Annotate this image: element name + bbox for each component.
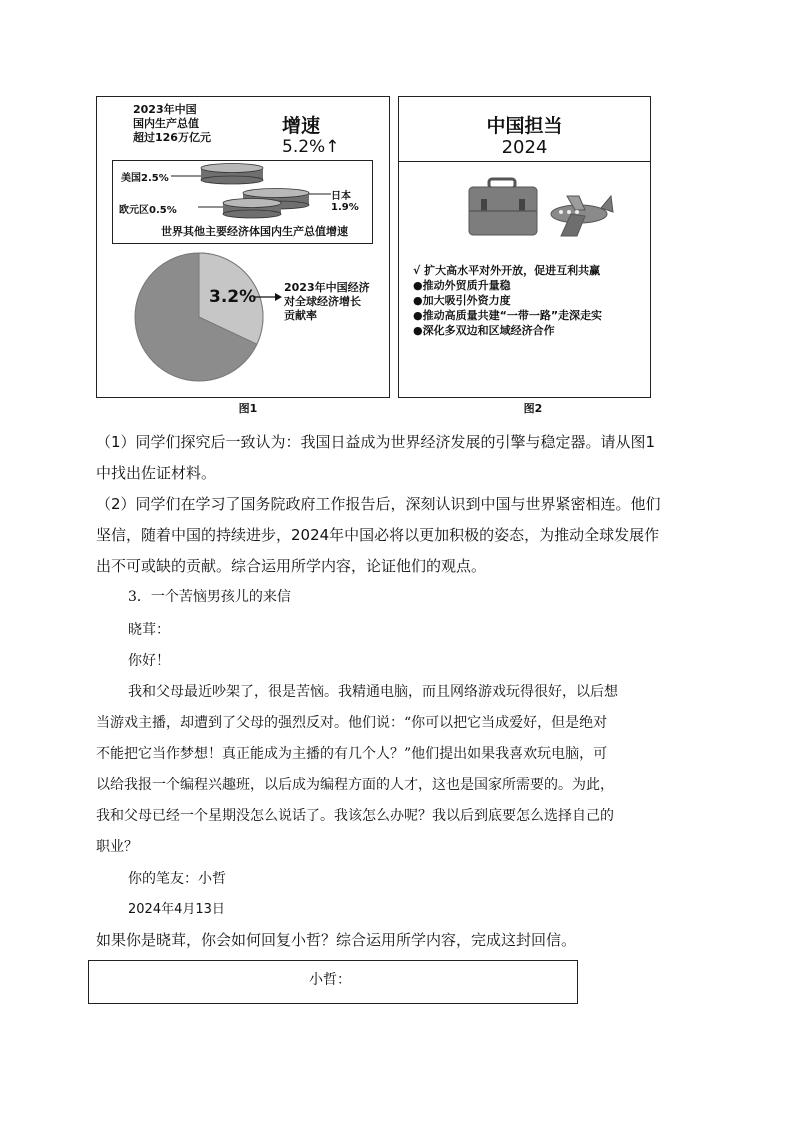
task-instruction: 如果你是晓茸，你会如何回复小哲？综合运用所学内容，完成这封回信。 — [96, 931, 577, 949]
figure-2-title: 中国担当 — [486, 115, 563, 137]
figure-2-year: 2024 — [501, 137, 548, 158]
letter-body-line: 我和父母最近吵架了，很是苦恼。我精通电脑，而且网络游戏玩得很好，以后想 — [128, 684, 618, 700]
gdp-line-3: 超过126万亿元 — [133, 131, 211, 144]
figure-2-divider — [399, 161, 650, 162]
euro-label: 欧元区0.5% — [119, 205, 177, 216]
letter-body-line: 当游戏主播，却遭到了父母的强烈反对。他们说：“你可以把它当成爱好，但是绝对 — [96, 715, 608, 731]
pie-arrow-head — [275, 293, 282, 301]
question-1-line: （1）同学们探究后一致认为：我国日益成为世界经济发展的引擎与稳定器。请从图1 — [96, 433, 656, 451]
question-2 — [96, 489, 661, 582]
bullet-item: ●推动外贸质升量稳 — [413, 279, 511, 292]
reply-box[interactable] — [88, 960, 578, 1004]
figure-2-bullet-list — [413, 263, 602, 338]
gdp-text — [133, 103, 211, 145]
figure-2-panel — [398, 96, 651, 398]
coins-caption: 世界其他主要经济体国内生产总值增速 — [161, 225, 348, 238]
pie-slice-label: 3.2% — [209, 287, 257, 307]
question-1 — [96, 427, 655, 489]
airplane-icon — [545, 192, 615, 242]
question-2-line: 出不可或缺的贡献。综合运用所学内容，论证他们的观点。 — [96, 557, 487, 575]
letter-body-line: 以给我报一个编程兴趣班，以后成为编程方面的人才，这也是国家所需要的。为此， — [96, 777, 614, 793]
letter-signature: 你的笔友：小哲 — [128, 871, 226, 887]
reply-salutation: 小哲： — [309, 972, 351, 988]
pie-desc-line-1: 2023年中国经济 — [284, 281, 370, 294]
pie-desc-line-3: 贡献率 — [284, 309, 317, 322]
bullet-item: ●加大吸引外资力度 — [413, 294, 511, 307]
pie-description — [284, 281, 370, 323]
question-2-line: （2）同学们在学习了国务院政府工作报告后，深刻认识到中国与世界紧密相连。他们 — [96, 495, 661, 513]
gdp-line-2: 国内生产总值 — [133, 117, 199, 130]
letter-salutation: 晓茸： — [128, 622, 170, 638]
bullet-item: ●深化多双边和区域经济合作 — [413, 324, 555, 337]
question-2-line: 坚信，随着中国的持续进步，2024年中国必将以更加积极的姿态，为推动全球发展作 — [96, 526, 660, 544]
letter-body — [96, 677, 618, 863]
japan-label: 日本1.9% — [331, 191, 359, 213]
figure-1-panel — [96, 96, 390, 398]
letter-body-line: 职业？ — [96, 839, 138, 855]
letter-body-line: 我和父母已经一个星期没怎么说话了。我该怎么办呢？我以后到底要怎么选择自己的 — [96, 808, 614, 824]
bullet-item: ●推动高质量共建“一带一路”走深走实 — [413, 309, 603, 322]
growth-label: 增速 — [282, 115, 321, 137]
pie-desc-line-2: 对全球经济增长 — [284, 295, 361, 308]
figure-2-caption: 图2 — [523, 402, 543, 415]
gdp-line-1: 2023年中国 — [133, 103, 197, 116]
briefcase-icon — [467, 177, 547, 237]
growth-value: 5.2%↑ — [282, 137, 340, 157]
figure-1-caption: 图1 — [238, 402, 258, 415]
letter-greeting: 你好！ — [128, 653, 170, 669]
letter-heading: 3．一个苦恼男孩儿的来信 — [128, 589, 291, 605]
us-label: 美国2.5% — [121, 173, 169, 184]
bullet-item: √ 扩大高水平对外开放，促进互利共赢 — [413, 264, 601, 277]
coins-box — [112, 160, 373, 244]
question-1-line: 中找出佐证材料。 — [96, 464, 217, 482]
letter-date: 2024年4月13日 — [128, 902, 225, 917]
letter-body-line: 不能把它当作梦想！真正能成为主播的有几个人？”他们提出如果我喜欢玩电脑，可 — [96, 746, 608, 762]
